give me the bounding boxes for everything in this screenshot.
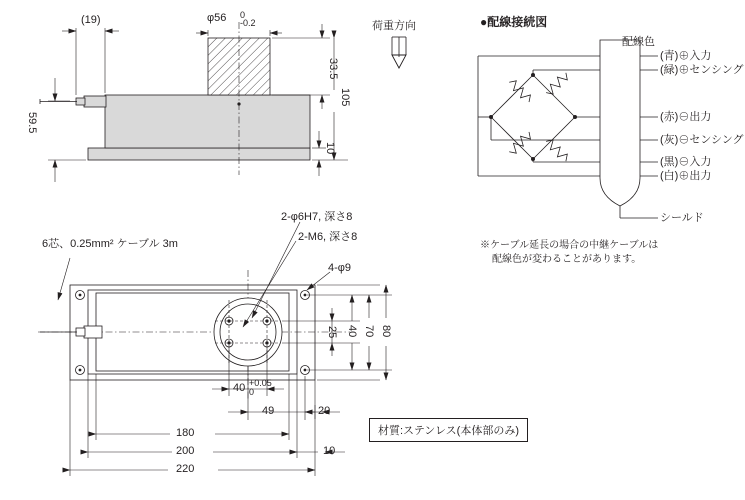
hole-2-m6-label: 2-M6, 深さ8 bbox=[298, 231, 358, 243]
dim-19-label: (19) bbox=[81, 14, 101, 26]
wire-color-0: (青) bbox=[660, 50, 679, 62]
hole-4-phi9-label: 4-φ9 bbox=[328, 262, 352, 274]
dim-20-label: 20 bbox=[318, 405, 331, 417]
dim-70-label: 70 bbox=[363, 325, 375, 338]
dim-80-label: 80 bbox=[380, 325, 392, 338]
material-note-box bbox=[369, 418, 528, 442]
wire-color-1: (緑) bbox=[660, 64, 679, 76]
wiring-color-header: 配線色 bbox=[622, 36, 655, 48]
dim-25-label: 25 bbox=[326, 326, 338, 339]
dim-10-bottom-label: 10 bbox=[323, 445, 336, 457]
wire-label-3: センシング bbox=[689, 134, 744, 146]
wiring-shield-label: シールド bbox=[660, 212, 704, 224]
dim-40-tol-upper: +0.05 bbox=[249, 378, 272, 388]
dim-33-5-label: 33.5 bbox=[327, 58, 339, 80]
dim-59-5-label: 59.5 bbox=[26, 112, 38, 134]
wiring-footnote-line2: 配線色が変わることがあります。 bbox=[492, 254, 642, 265]
wire-sign-0: ⊕ bbox=[678, 50, 690, 62]
wiring-line-5 bbox=[660, 170, 711, 182]
wiring-line-4 bbox=[660, 156, 711, 168]
hole-2-phi6h7-label: 2-φ6H7, 深さ8 bbox=[281, 211, 353, 223]
wiring-line-2 bbox=[660, 111, 711, 123]
dim-40-tol-lower: 0 bbox=[249, 387, 255, 397]
wire-label-2: 出力 bbox=[689, 111, 712, 123]
load-direction-label: 荷重方向 bbox=[372, 20, 416, 32]
wire-color-3: (灰) bbox=[660, 134, 679, 146]
cable-note-label: 6芯、0.25mm² ケーブル 3m bbox=[42, 238, 178, 250]
wiring-heading: ●配線接続図 bbox=[480, 15, 548, 29]
wire-sign-5: ⊕ bbox=[678, 170, 690, 182]
wire-label-5: 出力 bbox=[689, 170, 712, 182]
dim-phi56-tol-lower: -0.2 bbox=[240, 18, 256, 28]
wire-color-5: (白) bbox=[660, 170, 679, 182]
wire-sign-4: ⊖ bbox=[678, 156, 690, 168]
dim-40-tol-label: 40 bbox=[233, 382, 246, 394]
wire-sign-1: ⊕ bbox=[678, 64, 690, 76]
wiring-line-0 bbox=[660, 50, 711, 62]
wire-sign-2: ⊖ bbox=[678, 111, 690, 123]
wire-sign-3: ⊖ bbox=[678, 134, 690, 146]
wire-label-4: 入力 bbox=[689, 156, 712, 168]
dim-200-label: 200 bbox=[176, 445, 195, 457]
dim-180-label: 180 bbox=[176, 427, 195, 439]
material-note-label: 材質:ステンレス(本体部のみ) bbox=[369, 418, 528, 442]
dim-105-label: 105 bbox=[339, 88, 351, 107]
wire-color-2: (赤) bbox=[660, 111, 679, 123]
dim-phi56-label: φ56 bbox=[207, 12, 227, 24]
wiring-line-3 bbox=[660, 134, 744, 146]
wire-color-4: (黒) bbox=[660, 156, 679, 168]
dim-10-label: 10 bbox=[324, 142, 336, 155]
wiring-footnote-line1: ※ケーブル延長の場合の中継ケーブルは bbox=[480, 240, 659, 251]
dim-49-label: 49 bbox=[262, 405, 275, 417]
dim-220-label: 220 bbox=[176, 463, 195, 475]
wire-label-0: 入力 bbox=[689, 50, 712, 62]
wiring-line-1 bbox=[660, 64, 744, 76]
dim-40-vertical-label: 40 bbox=[346, 325, 358, 338]
wire-label-1: センシング bbox=[689, 64, 744, 76]
dim-phi56-tol-upper: 0 bbox=[240, 10, 246, 20]
